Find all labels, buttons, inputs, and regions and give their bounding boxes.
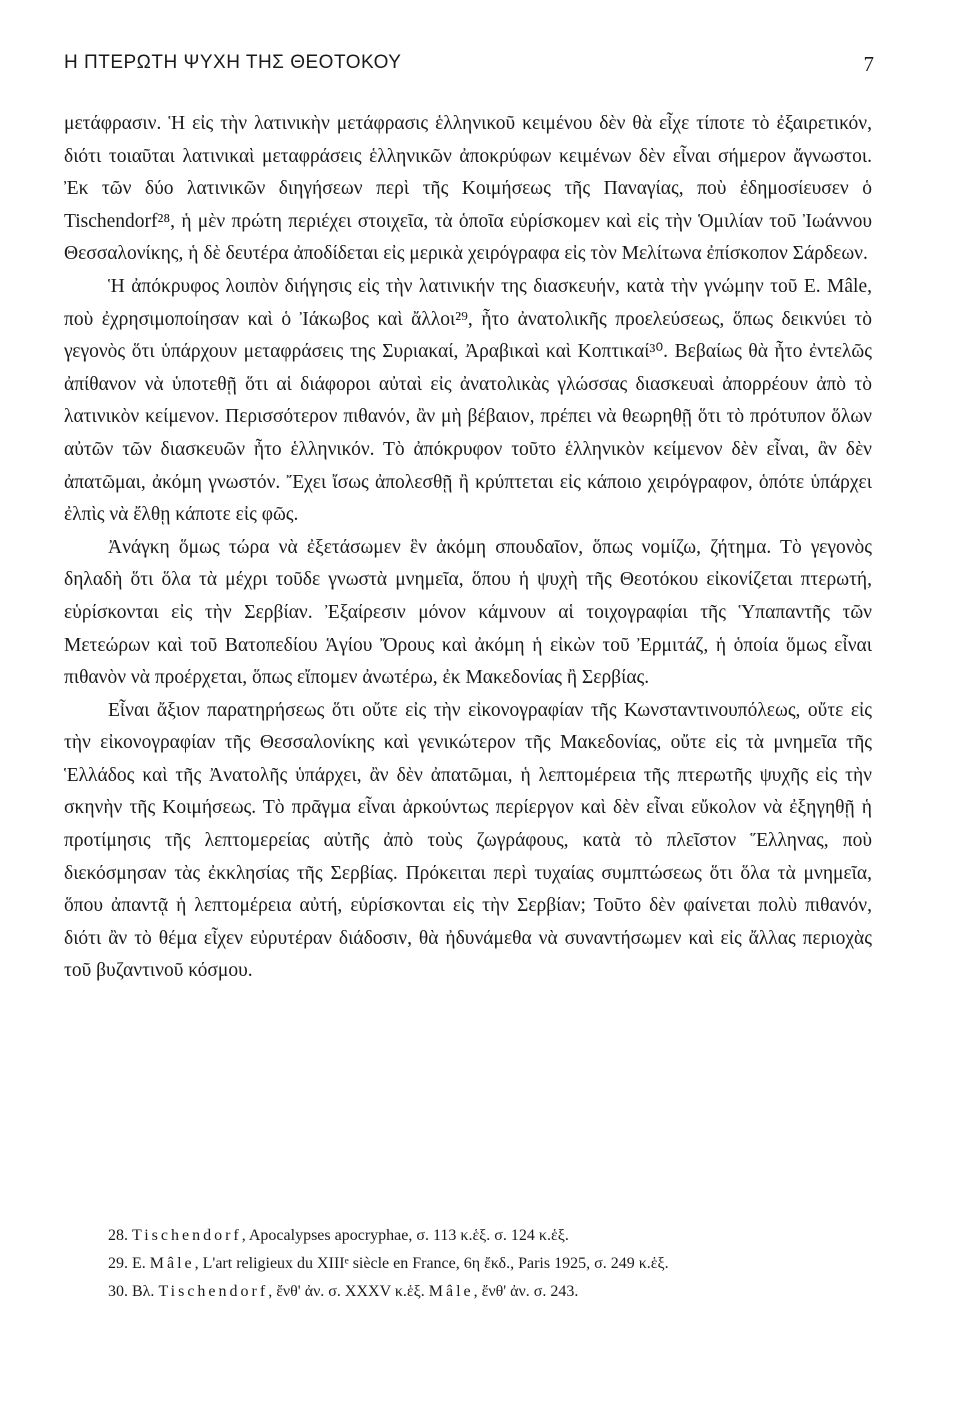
page-header	[64, 52, 874, 92]
footnote-author: Tischendorf	[158, 1283, 269, 1300]
footnote-author-2: Mâle	[428, 1283, 474, 1300]
footnote-author-prefix: E.	[132, 1255, 146, 1272]
footnote-29	[64, 1250, 872, 1278]
footnote-30	[64, 1278, 872, 1306]
paragraph-2: Ἡ ἀπόκρυφος λοιπὸν διήγησις εἰς τὴν λατινικήν της διασκευήν, κατὰ τὴν γνώμην τοῦ E. Mâle, ποὺ ἐχρησιμοποίησαν καὶ ὁ Ἰάκωβος καὶ ἄλλοι²⁹, ἦτο ἀνατολικῆς προελεύσεως, ὅπως δεικνύει τὸ γεγονὸς ὅτι ὑπάρχουν μεταφράσεις της Συριακαί, Ἀραβικαὶ καὶ Κοπτικαί³⁰. Βεβαίως θὰ ἦτο ἐντελῶς ἀπίθανον νὰ ὑποτεθῇ ὅτι αἱ διάφοροι αὐταὶ εἰς ἀνατολικὰς γλώσσας διασκευαὶ ἀπορρέουν ἀπὸ τὸ λατινικὸν κείμενον. Περισσότερον πιθανόν, ἂν μὴ βέβαιον, πρέπει νὰ θεωρηθῇ ὅτι τὸ πρότυπον ὅλων αὐτῶν τῶν διασκευῶν ἦτο ἑλληνικόν. Τὸ ἀπόκρυφον τοῦτο ἑλληνικὸν κείμενον δὲν εἶναι, ἂν δὲν ἀπατῶμαι, ἀκόμη γνωστόν. Ἔχει ἴσως ἀπολεσθῇ ἢ κρύπτεται εἰς κάποιο χειρόγραφον, ὁπότε ὑπάρχει ἐλπὶς νὰ ἔλθῃ κάποτε εἰς φῶς.	[64, 275, 872, 526]
running-title: Η ΠΤΕΡΩΤΗ ΨΥΧΗ ΤΗΣ ΘΕΟΤΟΚΟΥ	[64, 52, 402, 73]
footnote-number: 29.	[108, 1255, 128, 1272]
footnote-text: , ἔνθ' ἀν. σ. XXXV κ.ἑξ.	[268, 1283, 425, 1300]
footnote-text: , Apocalypses apocryphae, σ. 113 κ.ἑξ. σ. 124 κ.ἑξ.	[241, 1227, 569, 1244]
footnotes	[64, 1222, 872, 1306]
footnote-text: , L'art religieux du XIIIᵉ siècle en France, 6η ἔκδ., Paris 1925, σ. 249 κ.ἑξ.	[194, 1255, 669, 1272]
paragraph-1: μετάφρασιν. Ἡ εἰς τὴν λατινικὴν μετάφρασις ἑλληνικοῦ κειμένου δὲν θὰ εἶχε τίποτε τὸ ἐξαιρετικόν, διότι τοιαῦται λατινικαὶ μεταφράσεις ἑλληνικῶν ἀποκρύφων κειμένων δὲν εἶναι σήμερον ἄγνωστοι. Ἐκ τῶν δύο λατινικῶν διηγήσεων περὶ τῆς Κοιμήσεως τῆς Παναγίας, ποὺ ἐδημοσίευσεν ὁ Tischendorf²⁸, ἡ μὲν πρώτη περιέχει στοιχεῖα, τὰ ὁποῖα εὑρίσκομεν καὶ εἰς τὴν Ὁμιλίαν τοῦ Ἰωάννου Θεσσαλονίκης, ἡ δὲ δευτέρα ἀποδίδεται εἰς μερικὰ χειρόγραφα εἰς τὸν Μελίτωνα ἐπίσκοπον Σάρδεων.	[64, 113, 872, 265]
footnote-prefix: Βλ.	[132, 1283, 155, 1300]
page-number: 7	[863, 52, 874, 76]
body-text	[64, 108, 872, 988]
paragraph-4: Εἶναι ἄξιον παρατηρήσεως ὅτι οὔτε εἰς τὴν εἰκονογραφίαν τῆς Κωνσταντινουπόλεως, οὔτε εἰς τὴν εἰκονογραφίαν τῆς Θεσσαλονίκης καὶ γενικώτερον τῆς Μακεδονίας, οὔτε εἰς τὰ μνημεῖα τῆς Ἑλλάδος καὶ τῆς Ἀνατολῆς ὑπάρχει, ἂν δὲν ἀπατῶμαι, ἡ λεπτομέρεια τῆς πτερωτῆς ψυχῆς εἰς τὴν σκηνὴν τῆς Κοιμήσεως. Τὸ πρᾶγμα εἶναι ἀρκούντως περίεργον καὶ δὲν εἶναι εὔκολον νὰ ἐξηγηθῇ ἡ προτίμησις τῆς λεπτομερείας αὐτῆς ἀπὸ τοὺς ζωγράφους, κατὰ τὸ πλεῖστον Ἕλληνας, ποὺ διεκόσμησαν τὰς ἐκκλησίας τῆς Σερβίας. Πρόκειται περὶ τυχαίας συμπτώσεως ὅτι ὅλα τὰ μνημεῖα, ὅπου ἀπαντᾷ ἡ λεπτομέρεια αὐτή, εὑρίσκονται εἰς τὴν Σερβίαν; Τοῦτο δὲν φαίνεται πολὺ πιθανόν, διότι ἂν τὸ θέμα εἶχεν εὐρυτέραν διάδοσιν, θὰ ἠδυνάμεθα νὰ συναντήσωμεν καὶ εἰς ἄλλας περιοχὰς τοῦ βυζαντινοῦ κόσμου.	[64, 699, 872, 982]
footnote-text-2: , ἔνθ' ἀν. σ. 243.	[473, 1283, 579, 1300]
footnote-number: 28.	[108, 1227, 128, 1244]
paragraph-3: Ἀνάγκη ὅμως τώρα νὰ ἐξετάσωμεν ἓν ἀκόμη σπουδαῖον, ὅπως νομίζω, ζήτημα. Τὸ γεγονὸς δηλαδὴ ὅτι ὅλα τὰ μέχρι τοῦδε γνωστὰ μνημεῖα, ὅπου ἡ ψυχὴ τῆς Θεοτόκου εἰκονίζεται πτερωτή, εὑρίσκονται εἰς τὴν Σερβίαν. Ἐξαίρεσιν μόνον κάμνουν αἱ τοιχογραφίαι τῆς Ὑπαπαντῆς τῶν Μετεώρων καὶ τοῦ Βατοπεδίου Ἁγίου Ὄρους καὶ ἀκόμη ἡ εἰκὼν τοῦ Ἐρμιτάζ, ἡ ὁποία ὅμως εἶναι πιθανὸν νὰ προέρχεται, ὅπως εἴπομεν ἀνωτέρω, ἐκ Μακεδονίας ἢ Σερβίας.	[64, 536, 872, 689]
footnote-author: Mâle	[149, 1255, 195, 1272]
footnote-author: Tischendorf	[132, 1227, 242, 1244]
footnote-number: 30.	[108, 1283, 128, 1300]
footnote-28	[64, 1222, 872, 1250]
